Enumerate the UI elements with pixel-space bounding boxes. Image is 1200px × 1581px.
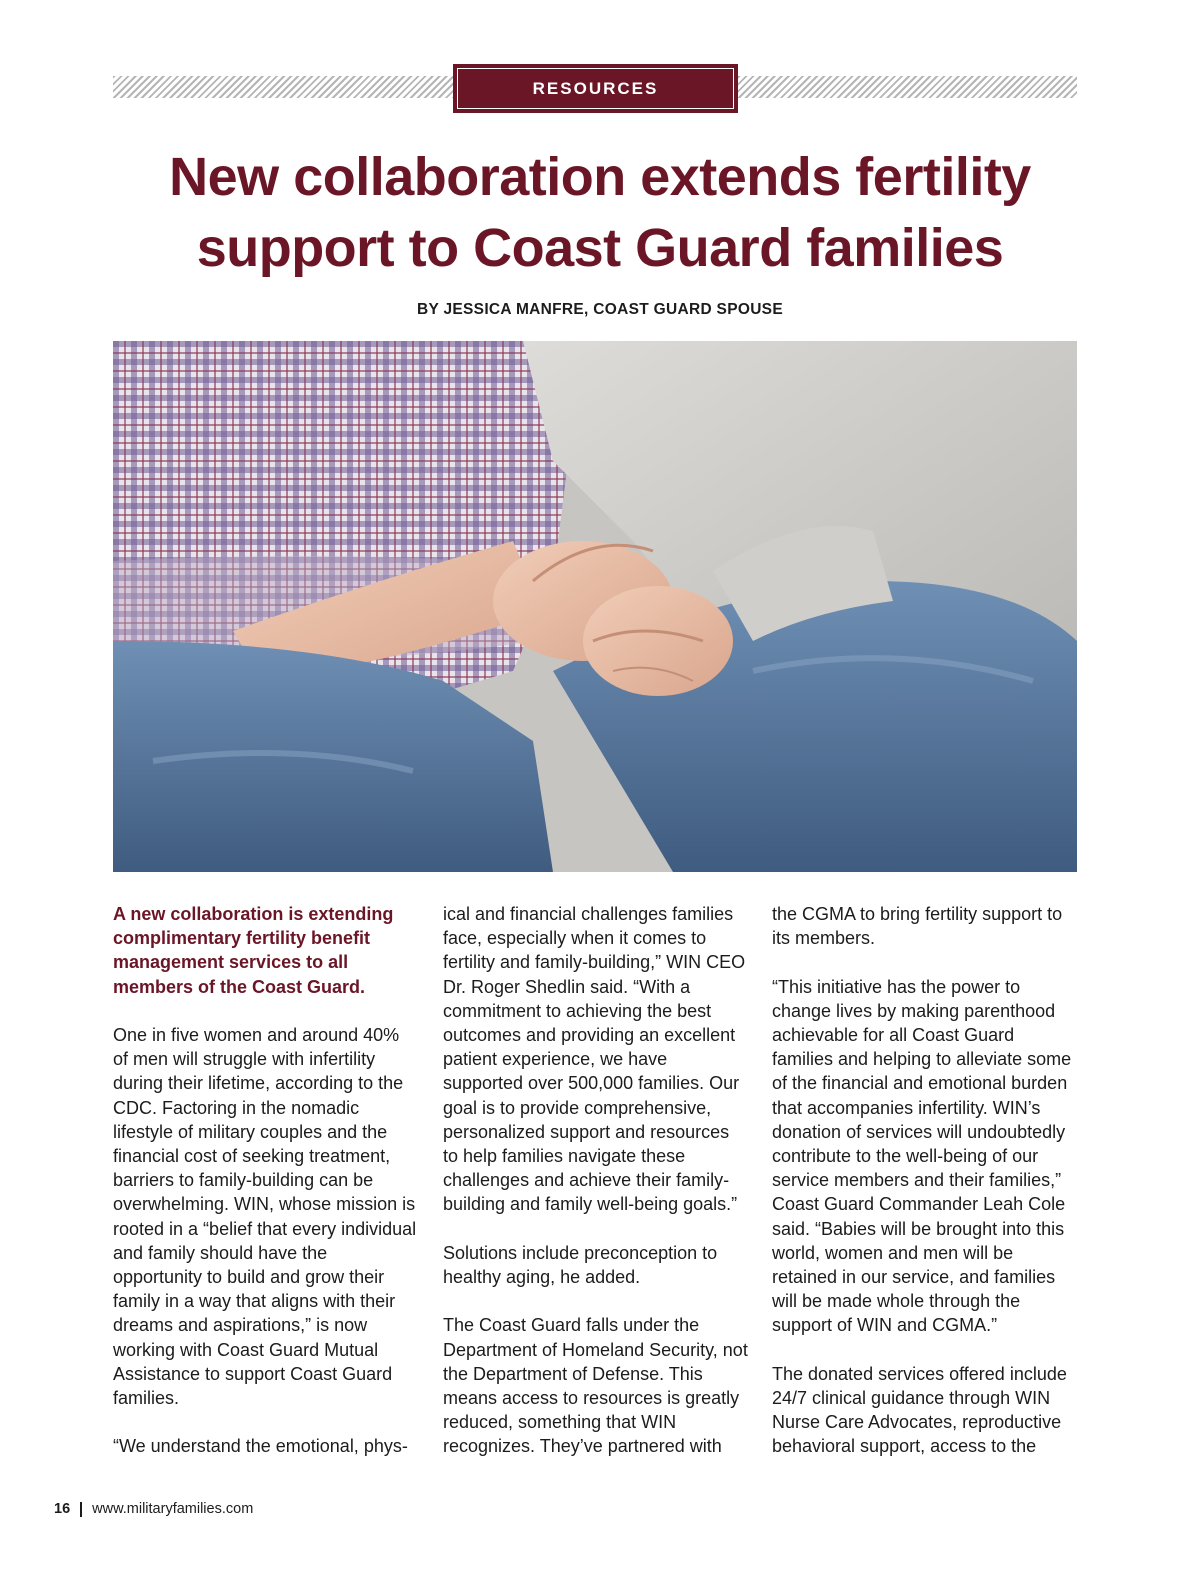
article-column-2 <box>443 902 748 1483</box>
page-number: 16 <box>54 1501 71 1517</box>
article-column-3 <box>772 902 1077 1483</box>
footer-url[interactable]: www.militaryfamilies.com <box>92 1501 254 1517</box>
article-paragraph: The donated services offered include 24/7 clinical guidance through WIN Nurse Care Advocates, reproductive behavioral support, access to the <box>772 1363 1067 1457</box>
article-paragraph: “This initiative has the power to change lives by making parenthood achievable for all Coast Guard families and helping to alleviate some of the financial and emotional burden that accompanies infertility. WIN’s donation of services will undoubtedly contribute to the well-being of our service members and their families,” Coast Guard Commander Leah Cole said. “Babies will be brought into this world, women and men will be retained in our service, and families will be made whole through the support of WIN and CGMA.” <box>772 976 1072 1336</box>
article-byline: BY JESSICA MANFRE, COAST GUARD SPOUSE <box>417 301 783 318</box>
section-label: RESOURCES <box>453 64 738 113</box>
couple-holding-hands-photo <box>113 341 1077 872</box>
article-headline <box>100 142 1100 284</box>
page-footer <box>54 1501 253 1517</box>
article-lead-paragraph: A new collaboration is extending complimentary fertility benefit management services to all members of the Coast Guard. <box>113 904 394 997</box>
photo-illustration <box>113 341 1077 872</box>
article-paragraph: the CGMA to bring fertility support to its members. <box>772 904 1063 949</box>
section-hatch-left <box>113 76 453 98</box>
article-paragraph: “We understand the emotional, phys- <box>113 1436 408 1457</box>
headline-line-1: New collaboration extends fertility <box>169 147 1031 207</box>
article-paragraph: The Coast Guard falls under the Department of Homeland Security, not the Department of Defense. This means access to resources is greatly reduced, something that WIN recognizes. They’ve partnered with <box>443 1315 748 1457</box>
article-paragraph: One in five women and around 40% of men will struggle with infertility during their lifetime, according to the CDC. Factoring in the nomadic lifestyle of military couples and the financial cost of seeking treatment, barriers to family-building can be overwhelming. WIN, whose mission is rooted in a “belief that every individual and family should have the opportunity to build and grow their family in a way that aligns with their dreams and aspirations,” is now working with Coast Guard Mutual Assistance to support Coast Guard families. <box>113 1025 417 1409</box>
footer-divider <box>80 1502 82 1517</box>
article-paragraph: ical and financial challenges families face, especially when it comes to fertility and family-building,” WIN CEO Dr. Roger Shedlin said. “With a commitment to achieving the best outcomes and providing an excellent patient experience, we have supported over 500,000 families. Our goal is to provide comprehensive, personalized support and resources to help families navigate these challenges and achieve their family-building and family well-being goals.” <box>443 904 746 1215</box>
article-paragraph: Solutions include preconception to healthy aging, he added. <box>443 1242 718 1288</box>
headline-line-2: support to Coast Guard families <box>196 218 1004 278</box>
section-hatch-right <box>738 76 1077 98</box>
article-column-1 <box>113 902 418 1483</box>
